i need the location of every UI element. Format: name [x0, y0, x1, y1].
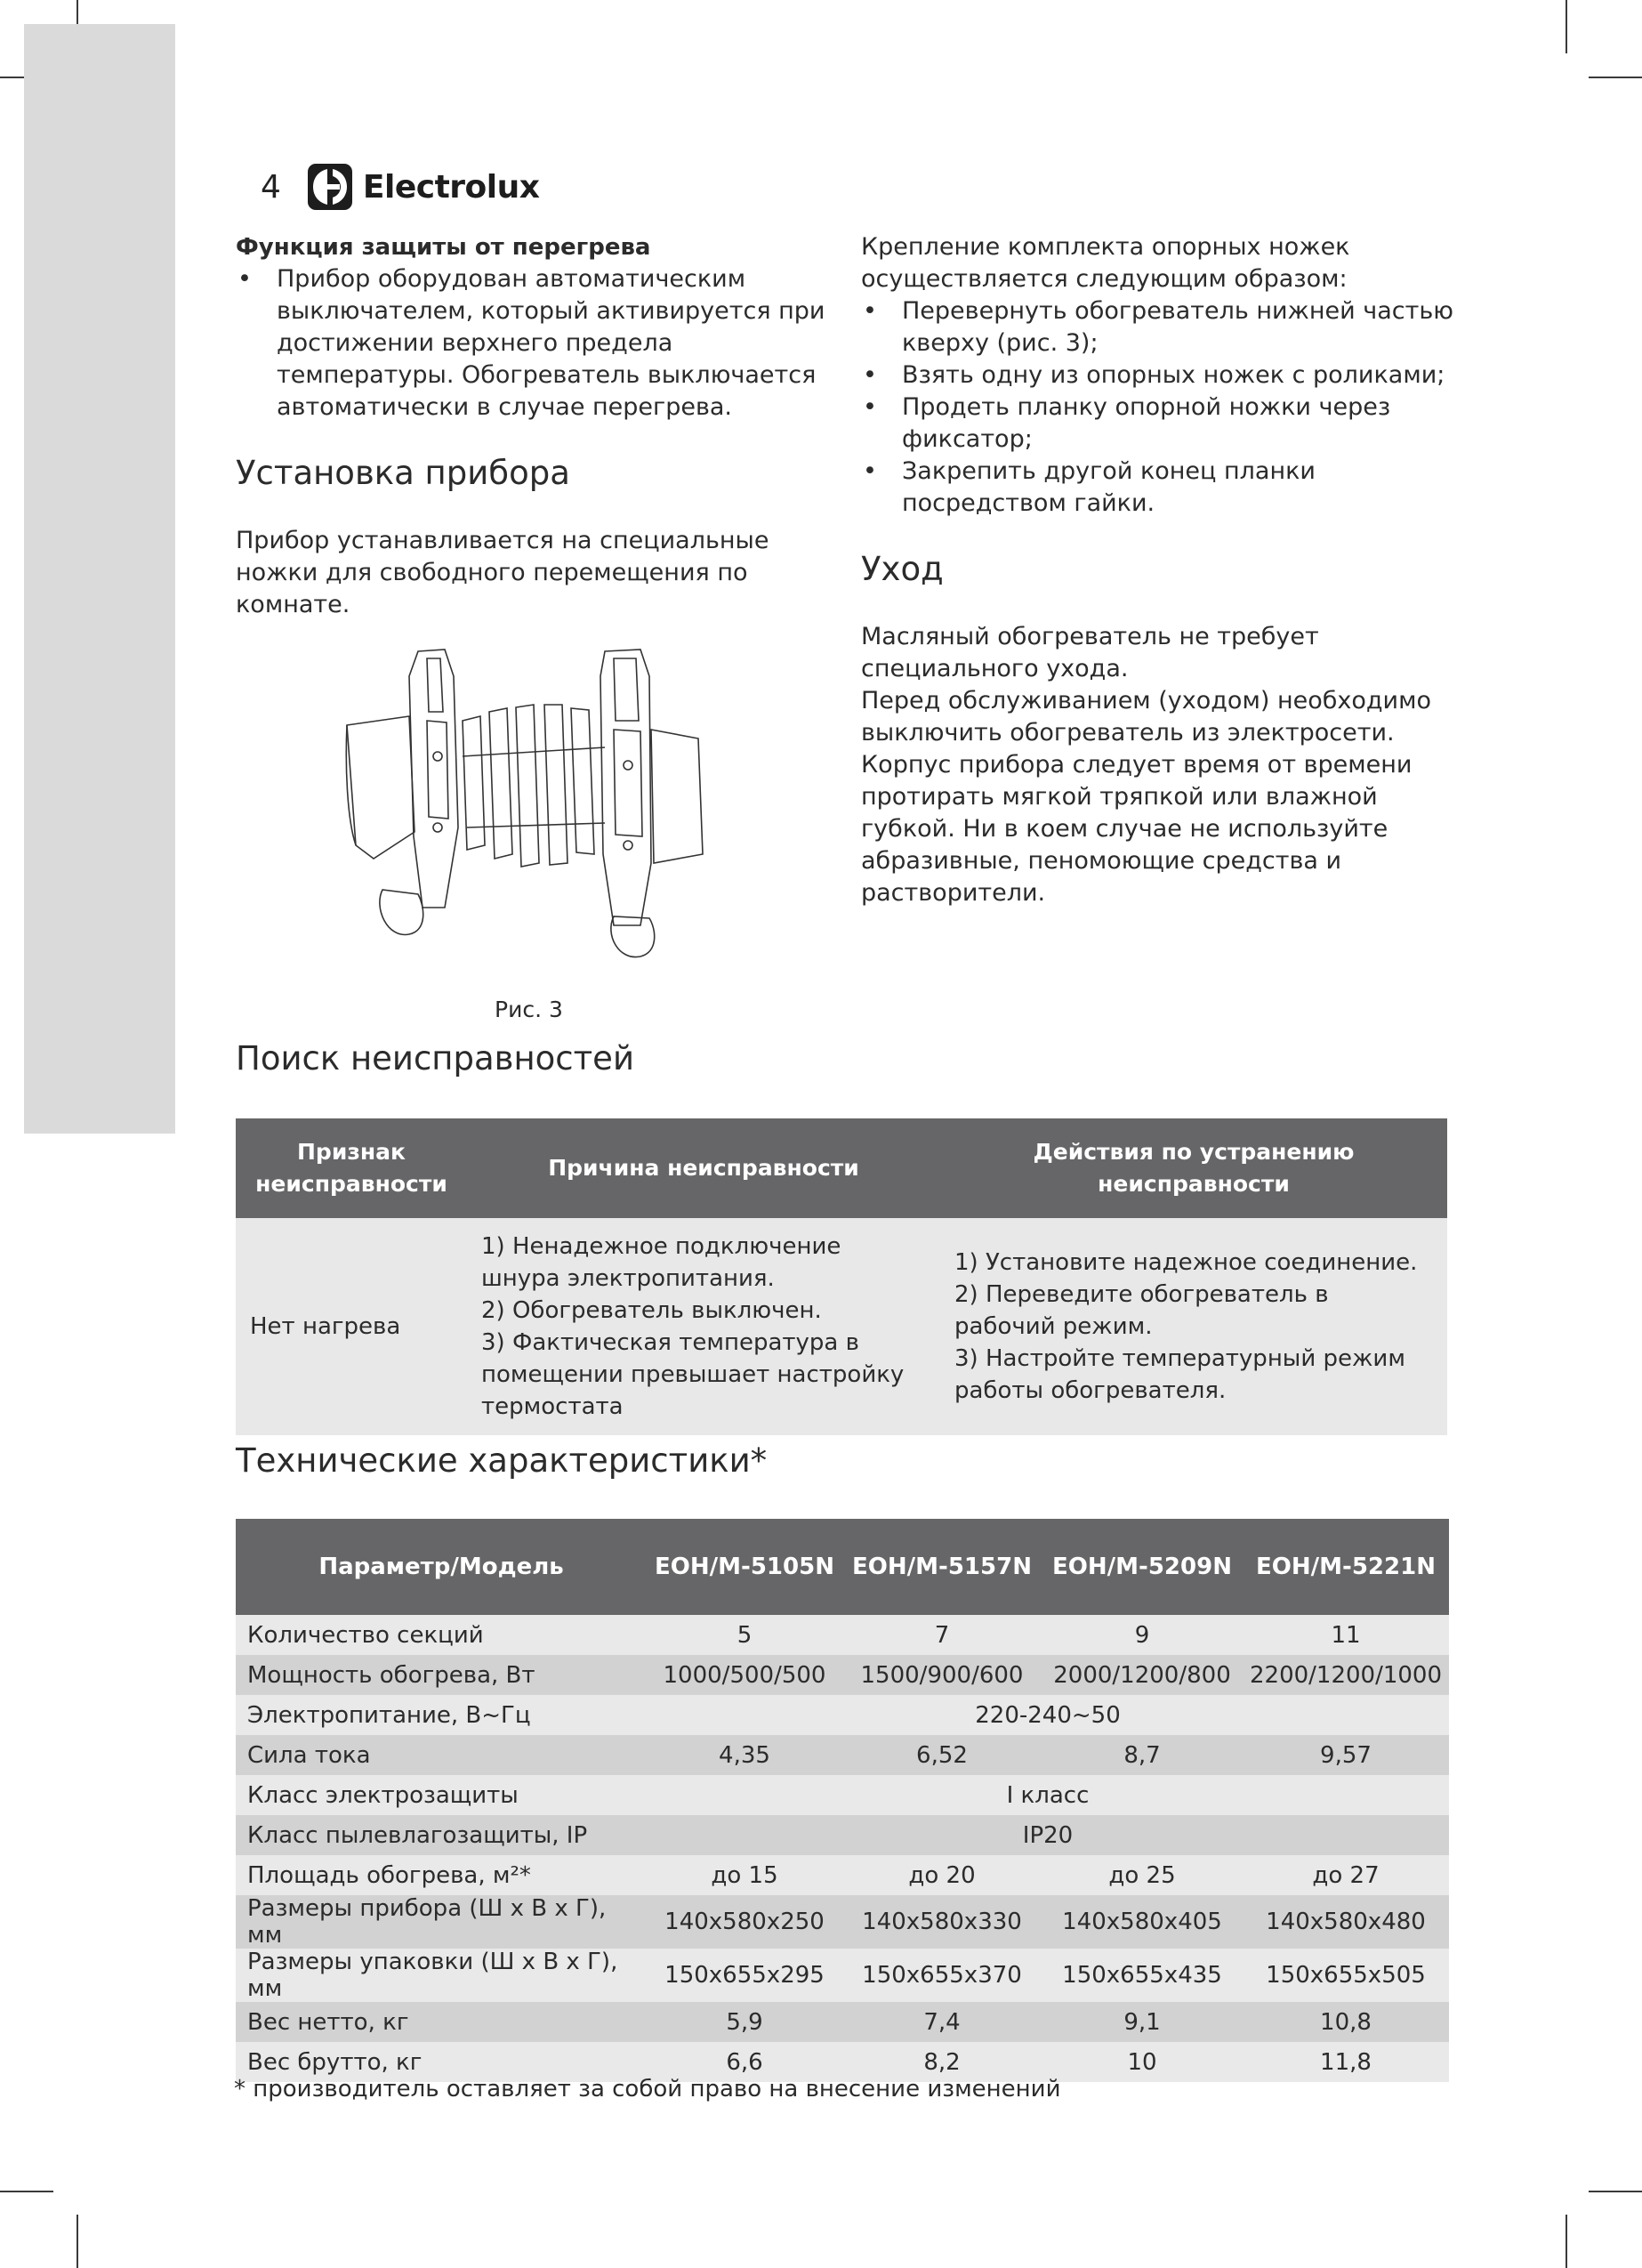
- value-cell: 9,1: [1042, 2002, 1243, 2042]
- table-row: [236, 2002, 1449, 2042]
- brand-name: Electrolux: [362, 168, 540, 206]
- specs-table: [236, 1519, 1449, 2082]
- cause-line: 1) Ненадежное подключение шнура электропитания.: [481, 1233, 841, 1292]
- value-cell: 220-240~50: [647, 1695, 1449, 1735]
- table-row: [236, 1949, 1449, 2002]
- value-cell: 10: [1042, 2042, 1243, 2082]
- troubleshooting-table: [236, 1118, 1447, 1435]
- param-cell: Площадь обогрева, м²*: [236, 1855, 647, 1895]
- value-cell: 11: [1243, 1615, 1449, 1655]
- table-row: [236, 1735, 1449, 1775]
- value-cell: 140x580x480: [1243, 1895, 1449, 1949]
- table-header: EOH/M-5209N: [1042, 1519, 1243, 1615]
- table-header-row: [236, 1118, 1447, 1218]
- table-row: [236, 1218, 1447, 1435]
- value-cell: 5,9: [647, 2002, 842, 2042]
- care-paragraph: Корпус прибора следует время от времени протирать мягкой тряпкой или влажной губкой. Ни в коем случае не используйте абразивные, пеномоющие средства и растворители.: [861, 751, 1413, 907]
- crop-mark: [76, 2215, 78, 2268]
- value-cell: 6,52: [842, 1735, 1042, 1775]
- value-cell: до 15: [647, 1855, 842, 1895]
- install-title: Установка прибора: [236, 454, 570, 492]
- value-cell: 7: [842, 1615, 1042, 1655]
- value-cell: 6,6: [647, 2042, 842, 2082]
- table-row: [236, 1815, 1449, 1855]
- param-cell: Размеры упаковки (Ш х В х Г), мм: [236, 1949, 647, 2002]
- table-header: EOH/M-5221N: [1243, 1519, 1449, 1615]
- list-item: • Перевернуть обогреватель нижней частью кверху (рис. 3);: [861, 295, 1466, 359]
- value-cell: 140x580x250: [647, 1895, 842, 1949]
- value-cell: 140x580x405: [1042, 1895, 1243, 1949]
- table-header: EOH/M-5105N: [647, 1519, 842, 1615]
- right-column: [861, 231, 1466, 909]
- value-cell: 150x655x370: [842, 1949, 1042, 2002]
- value-cell: 8,2: [842, 2042, 1042, 2082]
- symptom-cell: Нет нагрева: [236, 1218, 467, 1435]
- list-item: • Продеть планку опорной ножки через фиксатор;: [861, 391, 1466, 456]
- troubleshooting-title: Поиск неисправностей: [236, 1039, 634, 1078]
- crop-mark: [0, 2191, 53, 2192]
- footnote: * производитель оставляет за собой право на внесение изменений: [234, 2076, 1061, 2103]
- value-cell: 2000/1200/800: [1042, 1655, 1243, 1695]
- sidebar-bar: [24, 24, 175, 1134]
- param-cell: Класс пылевлагозащиты, IP: [236, 1815, 647, 1855]
- value-cell: до 20: [842, 1855, 1042, 1895]
- overheat-title: Функция защиты от перегрева: [236, 234, 651, 261]
- table-row: [236, 1895, 1449, 1949]
- heater-illustration: [338, 641, 712, 970]
- table-header: Действия по устранению неисправности: [940, 1118, 1447, 1218]
- value-cell: 7,4: [842, 2002, 1042, 2042]
- action-line: 3) Настройте температурный режим работы обогревателя.: [954, 1345, 1405, 1404]
- action-line: 2) Переведите обогреватель в рабочий режим.: [954, 1281, 1329, 1340]
- value-cell: 1000/500/500: [647, 1655, 842, 1695]
- page-number: 4: [261, 168, 281, 206]
- care-paragraph: Масляный обогреватель не требует специального ухода.: [861, 623, 1319, 682]
- value-cell: 150x655x435: [1042, 1949, 1243, 2002]
- param-cell: Мощность обогрева, Вт: [236, 1655, 647, 1695]
- figure-caption: Рис. 3: [495, 997, 563, 1022]
- mount-steps: [861, 295, 1466, 520]
- value-cell: 2200/1200/1000: [1243, 1655, 1449, 1695]
- crop-mark: [1589, 2191, 1642, 2192]
- care-title: Уход: [861, 550, 944, 588]
- install-text: Прибор устанавливается на специальные ножки для свободного перемещения по комнате.: [236, 527, 769, 618]
- value-cell: 150x655x295: [647, 1949, 842, 2002]
- crop-mark: [1566, 0, 1567, 53]
- care-paragraph: Перед обслуживанием (уходом) необходимо выключить обогреватель из электросети.: [861, 687, 1431, 747]
- value-cell: до 25: [1042, 1855, 1243, 1895]
- table-header-row: [236, 1519, 1449, 1615]
- value-cell: до 27: [1243, 1855, 1449, 1895]
- value-cell: 4,35: [647, 1735, 842, 1775]
- value-cell: 9,57: [1243, 1735, 1449, 1775]
- cause-line: 2) Обогреватель выключен.: [481, 1297, 822, 1324]
- electrolux-logo-icon: [306, 162, 354, 212]
- value-cell: 140x580x330: [842, 1895, 1042, 1949]
- crop-mark: [1566, 2215, 1567, 2268]
- action-cell: [940, 1218, 1447, 1435]
- table-row: [236, 1695, 1449, 1735]
- table-header: Признак неисправности: [236, 1118, 467, 1218]
- value-cell: 8,7: [1042, 1735, 1243, 1775]
- table-row: [236, 1775, 1449, 1815]
- specs-title: Технические характеристики*: [236, 1441, 768, 1480]
- table-row: [236, 1655, 1449, 1695]
- cause-cell: [467, 1218, 940, 1435]
- param-cell: Класс электрозащиты: [236, 1775, 647, 1815]
- page-header: [261, 158, 539, 215]
- list-item: • Взять одну из опорных ножек с роликами;: [861, 359, 1466, 391]
- value-cell: 5: [647, 1615, 842, 1655]
- param-cell: Вес нетто, кг: [236, 2002, 647, 2042]
- table-row: [236, 1615, 1449, 1655]
- action-line: 1) Установите надежное соединение.: [954, 1249, 1418, 1276]
- value-cell: 10,8: [1243, 2002, 1449, 2042]
- mount-intro: Крепление комплекта опорных ножек осуществляется следующим образом:: [861, 233, 1350, 293]
- list-item: • Прибор оборудован автоматическим выключателем, который активируется при достижении верхнего предела температуры. Обогреватель выключается автоматически в случае перегрева.: [236, 263, 849, 424]
- value-cell: I класс: [647, 1775, 1449, 1815]
- value-cell: 11,8: [1243, 2042, 1449, 2082]
- param-cell: Количество секций: [236, 1615, 647, 1655]
- overheat-list: [236, 263, 849, 424]
- left-column: [236, 231, 849, 621]
- value-cell: 9: [1042, 1615, 1243, 1655]
- value-cell: 150x655x505: [1243, 1949, 1449, 2002]
- crop-mark: [1589, 77, 1642, 78]
- list-item: • Закрепить другой конец планки посредством гайки.: [861, 456, 1466, 520]
- param-cell: Электропитание, В~Гц: [236, 1695, 647, 1735]
- table-header: Причина неисправности: [467, 1118, 940, 1218]
- cause-line: 3) Фактическая температура в помещении превышает настройку термостата: [481, 1329, 905, 1420]
- table-row: [236, 1855, 1449, 1895]
- value-cell: 1500/900/600: [842, 1655, 1042, 1695]
- value-cell: IP20: [647, 1815, 1449, 1855]
- param-cell: Сила тока: [236, 1735, 647, 1775]
- param-cell: Вес брутто, кг: [236, 2042, 647, 2082]
- table-header: Параметр/Модель: [236, 1519, 647, 1615]
- param-cell: Размеры прибора (Ш х В х Г), мм: [236, 1895, 647, 1949]
- table-header: EOH/M-5157N: [842, 1519, 1042, 1615]
